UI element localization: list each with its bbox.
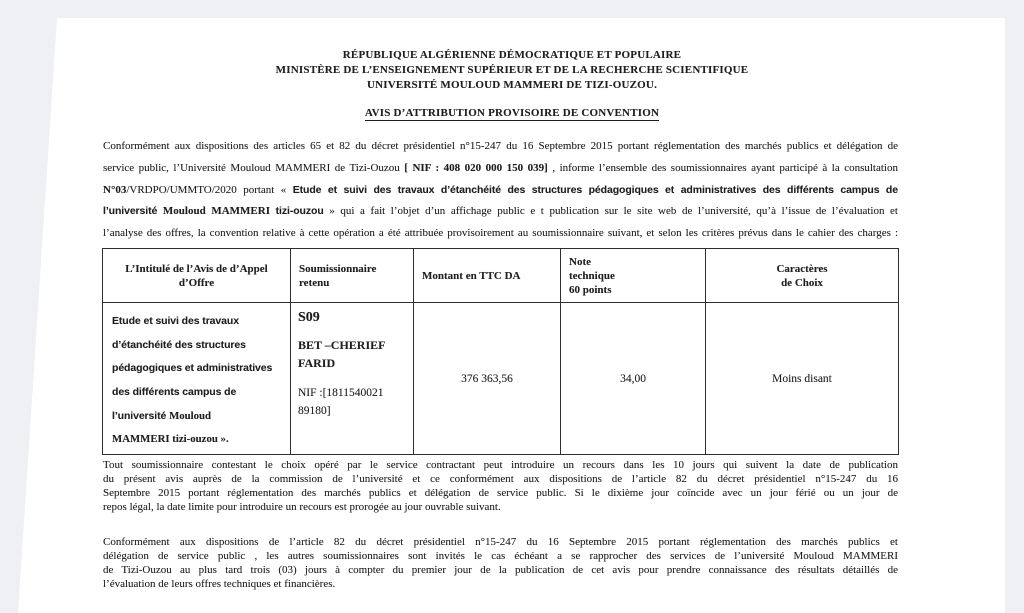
text-line xyxy=(103,535,898,549)
text-segment: l’analyse des offres, la convention relative à cette opération a été attribuée provisoirement au soumissionnaire suivant, et selon les critères prévus dans le cahier des charges : xyxy=(103,227,898,240)
text-line xyxy=(103,563,898,577)
intro-paragraph xyxy=(103,136,898,245)
document-letterhead xyxy=(0,48,1024,93)
header-soumissionnaire xyxy=(291,249,414,303)
text-line xyxy=(103,136,898,158)
text-line xyxy=(112,405,289,429)
text-line xyxy=(112,428,289,452)
text-segment: /VRDPO/UMMTO/2020 portant « xyxy=(126,183,293,196)
text-line xyxy=(103,500,898,514)
text-line: retenu xyxy=(299,276,330,289)
text-line: NIF :[1811540021 xyxy=(298,387,384,399)
text-line: MINISTÈRE DE L’ENSEIGNEMENT SUPÉRIEUR ET DE LA RECHERCHE SCIENTIFIQUE xyxy=(275,64,749,76)
text-segment: l’université xyxy=(112,409,170,422)
text-segment: N°03 xyxy=(103,183,127,196)
header-caracteres-choix xyxy=(706,249,899,303)
text-line xyxy=(103,458,898,472)
text-line xyxy=(103,472,898,486)
text-line: 60 points xyxy=(569,283,612,296)
text-line: Caractères xyxy=(776,262,828,275)
text-line: d’Offre xyxy=(178,276,215,289)
text-segment: Etude et suivi des travaux d’étanchéité des structures pédagogiques et administratives des différents campus de xyxy=(292,183,898,196)
text-segment: d’étanchéité des structures xyxy=(112,338,246,351)
header-note-technique xyxy=(561,249,706,303)
text-line: L’Intitulé de l’Avis de d’Appel xyxy=(125,262,268,275)
bidder-name xyxy=(298,337,409,372)
text-segment: Septembre 2015 portant réglementation des marchés publics et délégation de service public. Si le dixième jour coïncide avec un jour férié ou un jour de xyxy=(103,487,898,499)
document-title: AVIS D’ATTRIBUTION PROVISOIRE DE CONVENTION xyxy=(364,107,660,119)
award-table-data-row xyxy=(103,303,899,455)
text-segment: MAMMERI tizi-ouzou ». xyxy=(112,433,229,446)
text-line xyxy=(112,310,289,334)
text-segment: Mouloud MAMMERI xyxy=(162,205,270,218)
resultats-paragraph xyxy=(103,535,898,591)
text-segment: du présent avis auprès de la commission de l’université et ce conformément aux dispositions de l’article 82 du décret présidentiel n°15-247 du 16 xyxy=(103,473,898,485)
text-line xyxy=(103,201,898,223)
text-segment: , informe l’ensemble des soumissionnaires ayant participé à la consultation xyxy=(547,161,898,174)
bidder-code: S09 xyxy=(298,310,320,325)
document-title-row xyxy=(0,103,1024,121)
text-line: de Choix xyxy=(781,276,823,289)
text-segment: [ NIF : 408 020 000 150 039] xyxy=(404,161,548,174)
text-segment: l’université xyxy=(103,205,163,218)
text-segment: Etude et suivi des travaux xyxy=(112,315,239,327)
text-line xyxy=(103,577,898,591)
text-line: UNIVERSITÉ MOULOUD MAMMERI DE TIZI-OUZOU. xyxy=(366,79,658,91)
cell-intitule xyxy=(103,303,291,455)
award-table-header-row xyxy=(103,249,899,303)
text-line: Montant en TTC DA xyxy=(422,269,521,282)
text-segment: » qui a fait l’objet d’un affichage public e t publication sur le site web de l’université, qu’à l’issue de l’évaluation et xyxy=(323,205,898,218)
header-intitule xyxy=(103,249,291,303)
text-line: Soumissionnaire xyxy=(299,262,377,275)
text-segment: Conformément aux dispositions des articles 65 et 82 du décret présidentiel n°15-247 du 16 Septembre 2015 portant réglementation des marchés publics et délégation de xyxy=(103,140,898,152)
award-table xyxy=(102,248,899,455)
text-line: technique xyxy=(569,269,615,282)
text-line xyxy=(103,549,898,563)
text-segment: des différents campus de xyxy=(112,386,237,399)
text-line: RÉPUBLIQUE ALGÉRIENNE DÉMOCRATIQUE ET POPULAIRE xyxy=(342,49,682,61)
text-segment: de Tizi-Ouzou au plus tard trois (03) jours à compter du premier jour de la publication de cet avis pour prendre connaissance des résultats détaillés de xyxy=(103,564,898,576)
text-segment: délégation de service public , les autres soumissionnaires sont invités le cas échéant a se rapprocher des services de l’université Mouloud MAMMERI xyxy=(103,550,898,562)
text-line xyxy=(103,180,898,202)
text-line: FARID xyxy=(298,355,336,370)
text-line xyxy=(112,334,289,358)
text-segment: Mouloud xyxy=(169,409,212,422)
text-segment: service public, l’Université Mouloud MAMMERI de Tizi-Ouzou xyxy=(103,161,405,174)
cell-note-technique: 34,00 xyxy=(561,303,706,455)
text-line: Note xyxy=(569,255,591,268)
text-line xyxy=(103,223,898,245)
text-segment: pédagogiques et administratives xyxy=(112,362,273,375)
text-segment: repos légal, la date limite pour introduire un recours est prorogée au jour ouvrable suivant. xyxy=(103,501,501,513)
text-line: BET –CHERIEF xyxy=(298,338,386,352)
text-line: 89180] xyxy=(298,404,331,417)
cell-montant: 376 363,56 xyxy=(414,303,561,455)
bidder-nif xyxy=(298,385,409,420)
cell-soumissionnaire xyxy=(291,303,414,455)
text-line xyxy=(103,158,898,180)
cell-caractere-choix: Moins disant xyxy=(706,303,899,455)
text-line xyxy=(112,357,289,381)
text-line xyxy=(112,381,289,405)
text-line xyxy=(103,486,898,500)
text-segment: Tout soumissionnaire contestant le choix opéré par le service contractant peut introduire un recours dans les 10 jours qui suivent la date de publication xyxy=(103,459,898,471)
recours-paragraph xyxy=(103,458,898,514)
text-segment: tizi-ouzou xyxy=(269,205,324,218)
text-segment: Conformément aux dispositions de l’article 82 du décret présidentiel n°15-247 du 16 Septembre 2015 portant réglementation des marchés publics et xyxy=(103,536,898,548)
header-montant xyxy=(414,249,561,303)
text-segment: l’évaluation de leurs offres techniques et financières. xyxy=(103,578,336,590)
